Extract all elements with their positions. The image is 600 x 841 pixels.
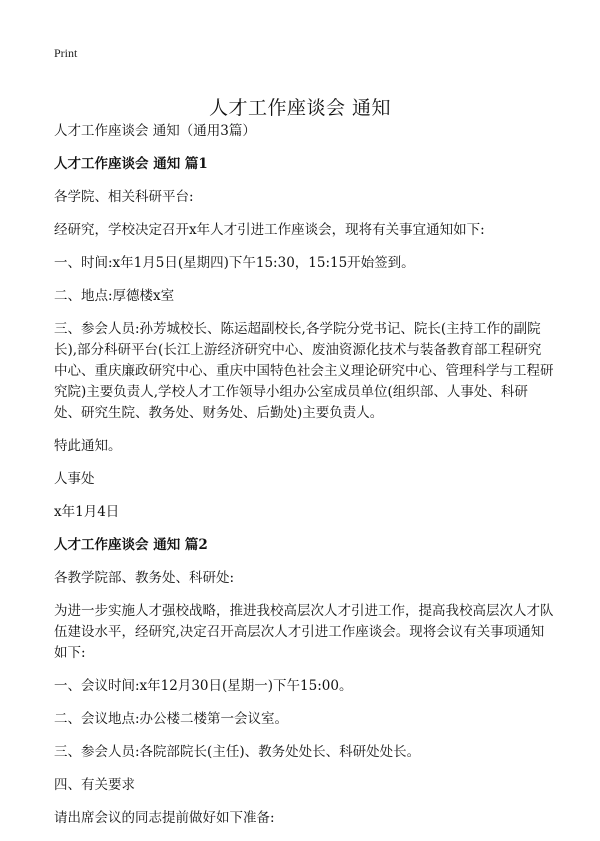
document-subtitle: 人才工作座谈会 通知（通用3篇） [54,123,256,139]
section-paragraph: 三、参会人员:各院部院长(主任)、教务处处长、科研处处长。 [54,744,421,760]
section-paragraph: 四、有关要求 [54,777,135,793]
print-label: Print [54,46,78,60]
section-paragraph: 为进一步实施人才强校战略，推进我校高层次人才引进工作，提高我校高层次人才队伍建设水平，经研究,决定召开高层次人才引进工作座谈会。现将会议有关事项通知如下: [54,603,554,661]
section-paragraph: 一、会议时间:x年12月30日(星期一)下午15:00。 [54,678,353,694]
document-title: 人才工作座谈会 通知 [208,96,392,119]
document-body [54,121,554,841]
section-paragraph: 二、会议地点:办公楼二楼第一会议室。 [54,711,289,727]
section-paragraph: 特此通知。 [54,438,122,454]
section-paragraph: 经研究，学校决定召开x年人才引进工作座谈会，现将有关事宜通知如下: [54,222,485,238]
section-paragraph: 人事处 [54,471,95,487]
section-heading: 人才工作座谈会 通知 篇1 [54,156,208,172]
section-paragraph: 各教学院部、教务处、科研处: [54,570,235,586]
section-paragraph: 一、时间:x年1月5日(星期四)下午15:30，15:15开始签到。 [54,255,415,271]
section-paragraph: 各学院、相关科研平台: [54,189,194,205]
section-paragraph: 三、参会人员:孙芳城校长、陈运超副校长,各学院分党书记、院长(主持工作的副院长),部分科研平台(长江上游经济研究中心、废油资源化技术与装备教育部工程研究中心、重庆廉政研究中心、重庆中国特色社会主义理论研究中心、管理科学与工程研究院)主要负责人,学校人才工作领导小组办公室成员单位(组织部、人事处、科研处、研究生院、教务处、财务处、后勤处)主要负责人。 [54,321,554,421]
section-heading: 人才工作座谈会 通知 篇2 [54,537,208,553]
section-paragraph: 请出席会议的同志提前做好如下准备: [54,810,275,826]
section-paragraph: 二、地点:厚德楼x室 [54,288,175,304]
section-paragraph: x年1月4日 [54,504,120,520]
